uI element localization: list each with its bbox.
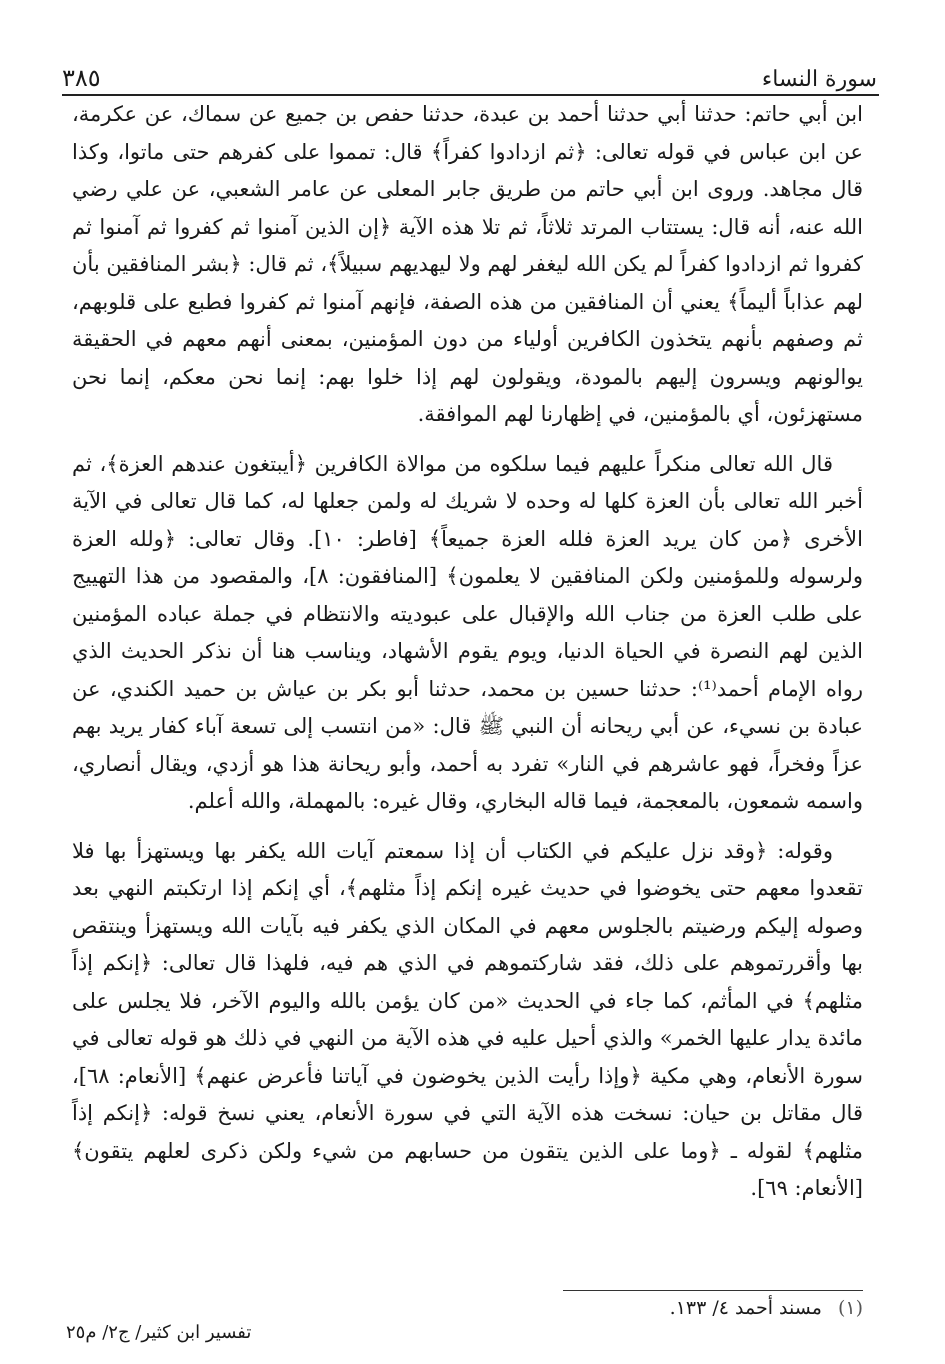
footnote-text: مسند أحمد ٤/ ١٣٣. [669,1297,822,1319]
paragraph-3: وقوله: ﴿وقد نزل عليكم في الكتاب أن إذا سمعتم آيات الله يكفر بها ويستهزأ بها فلا تقعدوا معهم حتى يخوضوا في حديث غيره إنكم إذاً مثلهم﴾، أي إنكم إذا ارتكبتم النهي بعد وصوله إليكم ورضيتم بالجلوس معهم في المكان الذي يكفر فيه بآيات الله ويستهزأ وينتقص بها وأقررتموهم على ذلك، فقد شاركتموهم في الذي هم فيه، فلهذا قال تعالى: ﴿إنكم إذاً مثلهم﴾ في المأثم، كما جاء في الحديث «من كان يؤمن بالله واليوم الآخر، فلا يجلس على مائدة يدار عليها الخمر» والذي أحيل عليه في هذه الآية من النهي في ذلك هو قوله تعالى في سورة الأنعام، وهي مكية ﴿وإذا رأيت الذين يخوضون في آياتنا فأعرض عنهم﴾ [الأنعام: ٦٨]، قال مقاتل بن حيان: نسخت هذه الآية التي في سورة الأنعام، يعني نسخ قوله: ﴿إنكم إذاً مثلهم﴾ لقوله ـ ﴿وما على الذين يتقون من حسابهم من شيء ولكن ذكرى لعلهم يتقون﴾ [الأنعام: ٦٩]. [72,838,863,1200]
running-head [62,52,877,92]
footnote [670,1297,863,1319]
body-text [72,96,863,1220]
paragraph-1: ابن أبي حاتم: حدثنا أبي حدثنا أحمد بن عبدة، حدثنا حفص بن جميع عن سماك، عن عكرمة، عن ابن عباس في قوله تعالى: ﴿ثم ازدادوا كفراً﴾ قال: تمموا على كفرهم حتى ماتوا، وكذا قال مجاهد. وروى ابن أبي حاتم من طريق جابر المعلى عن عامر الشعبي، عن علي رضي الله عنه، أنه قال: يستتاب المرتد ثلاثاً، ثم تلا هذه الآية ﴿إن الذين آمنوا ثم كفروا ثم آمنوا ثم كفروا ثم ازدادوا كفراً لم يكن الله ليغفر لهم ولا ليهديهم سبيلاً﴾، ثم قال: ﴿بشر المنافقين بأن لهم عذاباً أليماً﴾ يعني أن المنافقين من هذه الصفة، فإنهم آمنوا ثم كفروا فطبع على قلوبهم، ثم وصفهم بأنهم يتخذون الكافرين أولياء من دون المؤمنين، بمعنى أنهم معهم في الحقيقة يوالونهم ويسرون إليهم بالمودة، ويقولون لهم إذا خلوا بهم: إنما نحن معكم، إنما نحن مستهزئون، أي بالمؤمنين، في إظهارنا لهم الموافقة. [72,102,863,426]
surah-name: سورة النساء [761,67,877,92]
paragraph-2: قال الله تعالى منكراً عليهم فيما سلكوه من موالاة الكافرين ﴿أيبتغون عندهم العزة﴾، ثم أخبر الله تعالى بأن العزة كلها له وحده لا شريك له ولمن جعلها له، كما قال تعالى في الآية الأخرى ﴿من كان يريد العزة فلله العزة جميعاً﴾ [فاطر: ١٠]. وقال تعالى: ﴿ولله العزة ولرسوله وللمؤمنين ولكن المنافقين لا يعلمون﴾ [المنافقون: ٨]، والمقصود من هذا التهييج على طلب العزة من جناب الله والإقبال على عبوديته والانتظام في جملة عباده المؤمنين الذين لهم النصرة في الحياة الدنيا، ويوم يقوم الأشهاد، ويناسب هنا أن نذكر الحديث الذي رواه الإمام أحمد⁽¹⁾: حدثنا حسين بن محمد، حدثنا أبو بكر بن عياش بن حميد الكندي، عن عبادة بن نسيء، عن أبي ريحانه أن النبي ﷺ قال: «من انتسب إلى تسعة آباء كفار يريد بهم عزاً وفخراً، فهو عاشرهم في النار» تفرد به أحمد، وأبو ريحانة هذا هو أزدي، ويقال أنصاري، واسمه شمعون، بالمعجمة، فيما قاله البخاري، وقال غيره: بالمهملة، والله أعلم. [72,451,863,813]
printer-signature: تفسير ابن كثير/ ج٢/ م٢٥ [66,1322,252,1343]
page-number: ٣٨٥ [62,64,101,92]
footnote-marker: (١) [837,1297,863,1319]
footnote-rule [563,1290,863,1291]
